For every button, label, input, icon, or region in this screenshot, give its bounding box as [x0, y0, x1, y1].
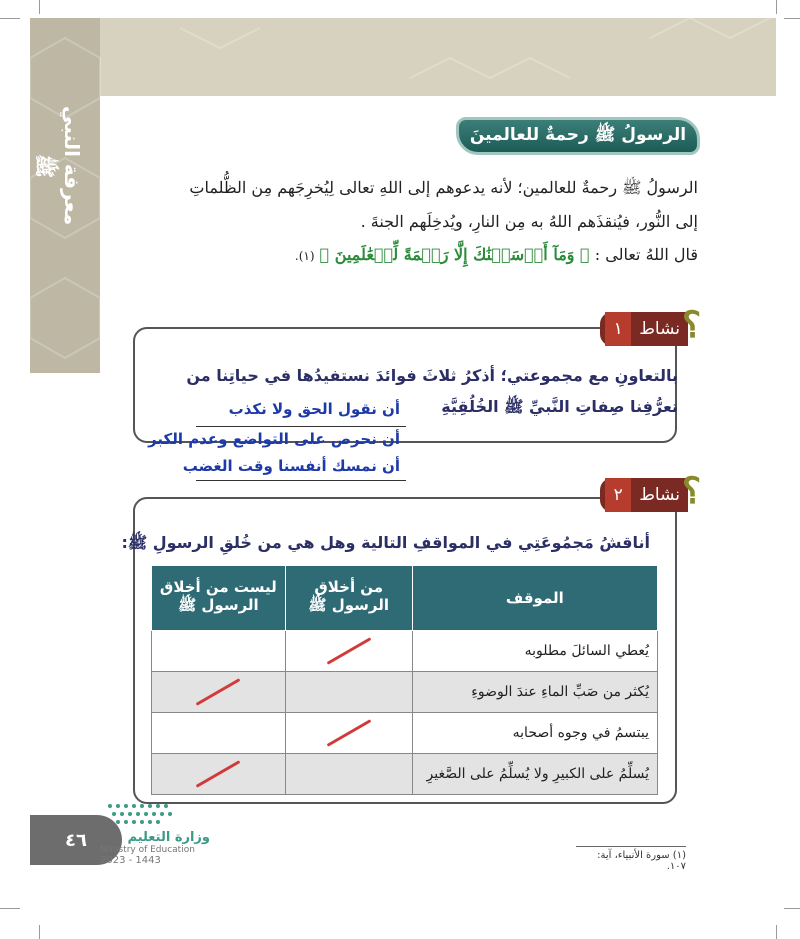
- activity-1-tab: [600, 312, 688, 346]
- activity-label: نشاط: [639, 485, 680, 505]
- table-row: [152, 631, 658, 672]
- activity-number: ١: [605, 312, 631, 346]
- answer-1: أن نقول الحق ولا نكذب: [228, 400, 400, 418]
- edition-year: 2023 - 1443: [100, 855, 161, 866]
- table-row: [152, 672, 658, 713]
- situation-cell: يبتسمُ في وجوه أصحابه: [412, 713, 657, 754]
- ministry-name-en: Ministry of Education: [100, 845, 195, 855]
- answer-3: أن نمسك أنفسنا وقت الغضب: [182, 457, 400, 475]
- page-number: ٤٦: [30, 815, 122, 865]
- situation-cell: يُعطي السائلَ مطلوبه: [412, 631, 657, 672]
- no-cell[interactable]: [152, 754, 286, 795]
- quran-verse: ﴿ وَمَآ أَرۡسَلۡنَٰكَ إِلَّا رَحۡمَةً لِّلۡعَٰلَمِينَ ﴾: [319, 245, 590, 264]
- no-cell[interactable]: [152, 631, 286, 672]
- yes-cell[interactable]: [285, 754, 412, 795]
- activity-1-prompt-line-1: بالتعاونِ مع مجموعتي؛ أذكرُ ثلاثَ فوائدَ نستفيدُها في حياتِنا من: [186, 366, 678, 385]
- unit-side-title: معرفة النبي ﷺ: [33, 106, 84, 226]
- answer-2: أن نحرص على التواضع وعدم الكبر: [148, 430, 400, 448]
- intro-line-1: الرسولُ ﷺ رحمةٌ للعالمين؛ لأنه يدعوهم إلى اللهِ تعالى لِيُخرِجَهم مِن الظُّلماتِ: [189, 178, 698, 197]
- answer-line: [196, 426, 406, 427]
- crop-mark: [39, 0, 40, 14]
- yes-cell[interactable]: [285, 631, 412, 672]
- no-cell[interactable]: [152, 713, 286, 754]
- ministry-dots-icon: [100, 800, 190, 824]
- crop-mark: [0, 908, 20, 909]
- activity-2-tab: [600, 478, 688, 512]
- check-mark: [196, 678, 241, 706]
- crop-mark: [776, 925, 777, 939]
- activity-2-prompt: أناقشُ مَجمُوعَتِي في المواقفِ التالية وهل هي من خُلقِ الرسولِ ﷺ:: [121, 533, 650, 552]
- intro-line-3: [295, 245, 698, 264]
- crop-mark: [784, 18, 800, 19]
- crop-mark: [784, 908, 800, 909]
- header-situation: الموقف: [412, 566, 657, 631]
- situation-cell: يُكثر من صَبِّ الماءِ عندَ الوضوءِ: [412, 672, 657, 713]
- intro-line-2: إلى النُّور، فيُنقذَهم اللهُ به مِن النارِ، ويُدخِلَهم الجنةَ .: [360, 212, 698, 231]
- footnote-ref: (١).: [294, 249, 315, 263]
- verse-intro: قال اللهُ تعالى :: [594, 245, 698, 264]
- table-row: [152, 713, 658, 754]
- crop-mark: [0, 18, 20, 19]
- lesson-title: الرسولُ ﷺ رحمةٌ للعالمينَ: [456, 117, 700, 155]
- crop-mark: [39, 925, 40, 939]
- header-not-prophet-manners: ليست من أخلاق الرسول ﷺ: [152, 566, 286, 631]
- ministry-name-ar: وزارة التعليم: [127, 830, 210, 845]
- answer-line: [196, 480, 406, 481]
- ministry-logo: [100, 800, 210, 866]
- situations-table: [151, 565, 658, 795]
- header-prophet-manners: من أخلاق الرسول ﷺ: [285, 566, 412, 631]
- table-row: [152, 754, 658, 795]
- question-mark-icon: ؟: [682, 304, 702, 346]
- no-cell[interactable]: [152, 672, 286, 713]
- check-mark: [326, 637, 371, 665]
- table-header-row: [152, 566, 658, 631]
- activity-label: نشاط: [639, 319, 680, 339]
- question-mark-icon: ؟: [682, 470, 702, 512]
- footnote: (١) سورة الأنبياء، آية: ١٠٧.: [576, 846, 686, 872]
- check-mark: [326, 719, 371, 747]
- yes-cell[interactable]: [285, 672, 412, 713]
- activity-1-prompt-line-2: تعرُّفِنا صِفاتِ النَّبيِّ ﷺ الخُلُقِيَّةِ: [441, 397, 678, 416]
- yes-cell[interactable]: [285, 713, 412, 754]
- check-mark: [196, 760, 241, 788]
- crop-mark: [776, 0, 777, 14]
- header-band: [30, 18, 776, 96]
- situation-cell: يُسلِّمُ على الكبيرِ ولا يُسلِّمُ على الصَّغيرِ: [412, 754, 657, 795]
- activity-number: ٢: [605, 478, 631, 512]
